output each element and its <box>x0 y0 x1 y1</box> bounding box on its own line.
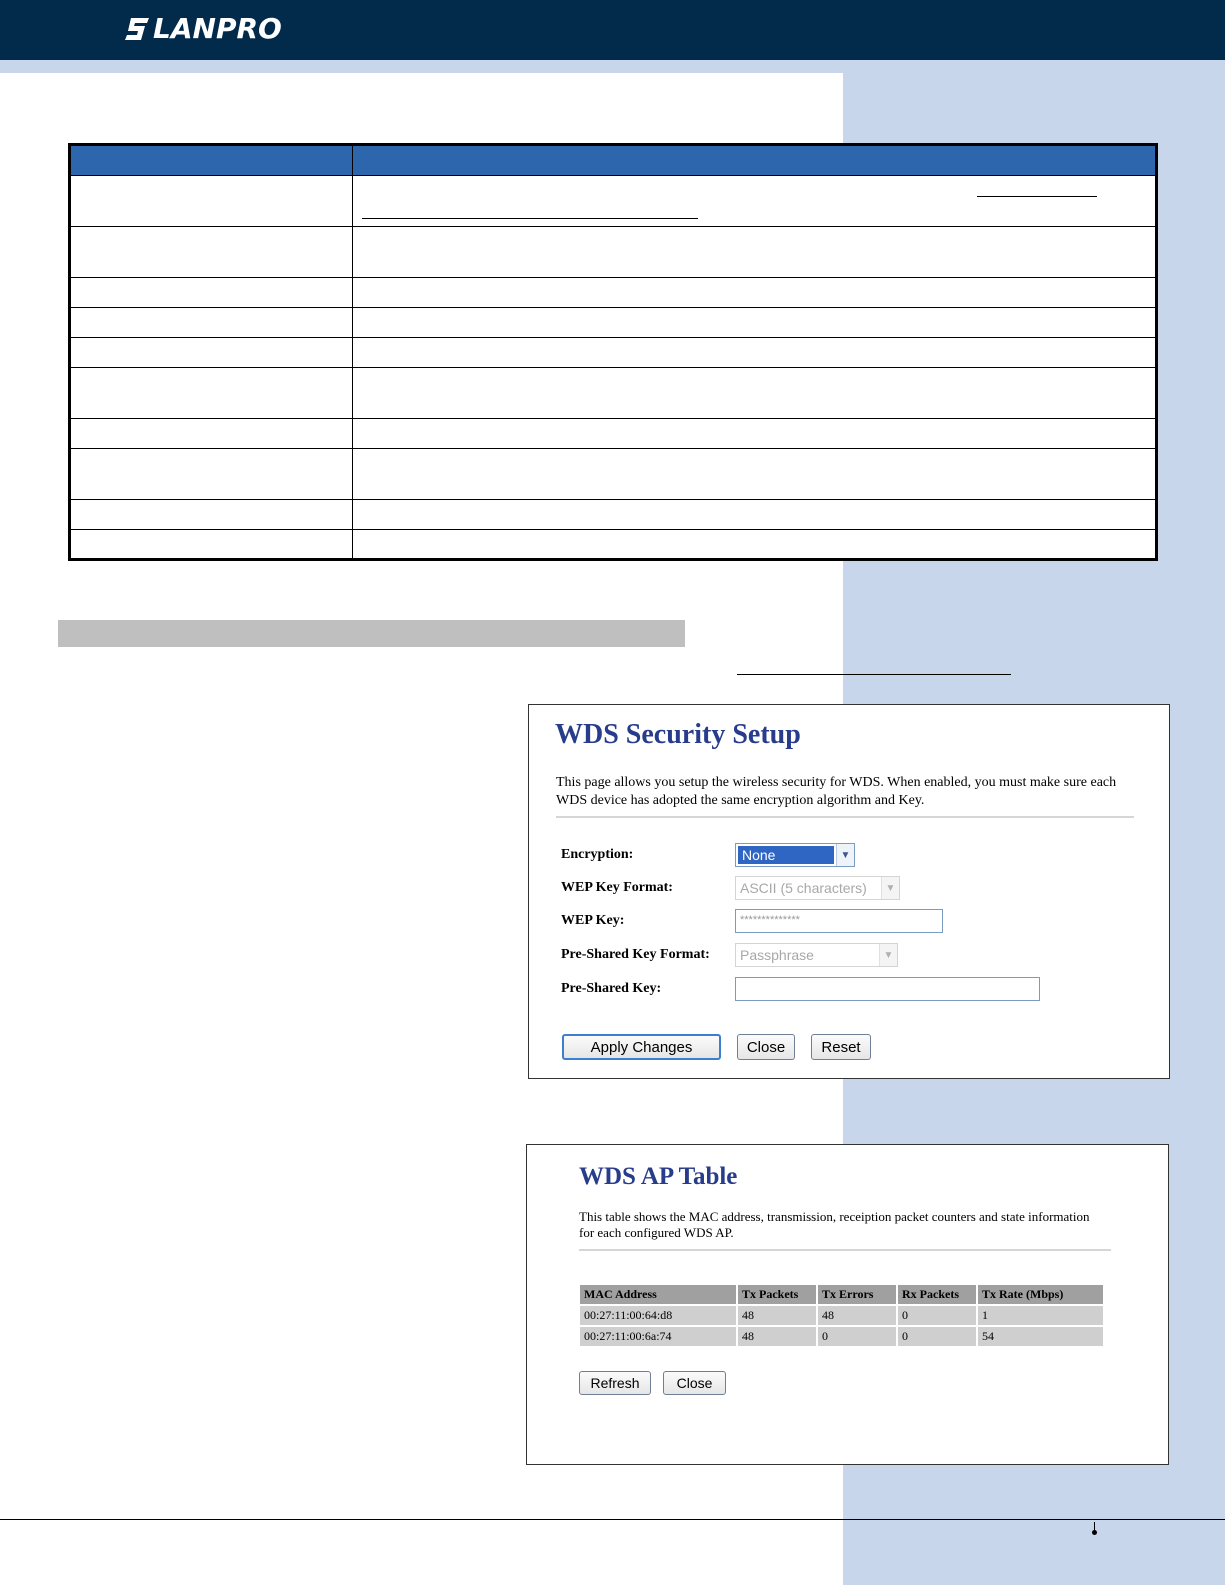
table-row <box>70 278 1157 308</box>
parameter-table <box>68 143 1158 561</box>
column-header: Tx Errors <box>818 1285 896 1304</box>
mac-address-cell: 00:27:11:00:6a:74 <box>580 1327 736 1346</box>
table-cell <box>353 278 1157 308</box>
table-cell <box>70 449 353 500</box>
link-underline <box>362 218 698 219</box>
table-header-row <box>580 1285 1103 1304</box>
tx-rate-cell: 1 <box>978 1306 1103 1325</box>
chevron-down-icon: ▼ <box>836 844 854 866</box>
mac-address-cell: 00:27:11:00:64:d8 <box>580 1306 736 1325</box>
table-row <box>70 500 1157 530</box>
tx-packets-cell: 48 <box>738 1306 816 1325</box>
tx-packets-cell: 48 <box>738 1327 816 1346</box>
wds-security-description: This page allows you setup the wireless security for WDS. When enabled, you must make sure each WDS device has adopted the same encryption algorithm and Key. <box>556 775 1117 808</box>
tx-errors-cell: 48 <box>818 1306 896 1325</box>
page-header <box>0 0 1225 60</box>
psk-format-select[interactable] <box>735 943 898 967</box>
table-row <box>70 419 1157 449</box>
table-cell <box>70 419 353 449</box>
table-cell <box>70 227 353 278</box>
reset-button[interactable]: Reset <box>811 1034 871 1060</box>
table-cell <box>70 500 353 530</box>
table-header-row <box>70 145 1157 176</box>
table-row <box>70 368 1157 419</box>
table-row <box>70 338 1157 368</box>
table-row <box>580 1327 1103 1346</box>
wep-key-format-value: ASCII (5 characters) <box>740 880 867 896</box>
chevron-down-icon: ▼ <box>879 944 897 966</box>
divider <box>579 1249 1111 1251</box>
rx-packets-cell: 0 <box>898 1327 976 1346</box>
table-cell <box>353 449 1157 500</box>
table-cell <box>70 176 353 227</box>
table-cell <box>353 227 1157 278</box>
wds-security-title: WDS Security Setup <box>555 719 801 750</box>
wep-key-input[interactable]: ************** <box>735 909 943 933</box>
table-row <box>70 530 1157 560</box>
table-cell <box>353 500 1157 530</box>
table-row <box>580 1306 1103 1325</box>
psk-input[interactable] <box>735 977 1040 1001</box>
table-cell <box>70 278 353 308</box>
column-header: Tx Packets <box>738 1285 816 1304</box>
encryption-select[interactable] <box>735 843 855 867</box>
tx-rate-cell: 54 <box>978 1327 1103 1346</box>
wep-key-format-select[interactable] <box>735 876 900 900</box>
table-cell <box>70 368 353 419</box>
wds-ap-table-description: This table shows the MAC address, transmission, receiption packet counters and state information for each configured WDS AP. <box>579 1209 1090 1240</box>
refresh-button[interactable]: Refresh <box>579 1371 651 1395</box>
link-underline <box>977 196 1097 197</box>
psk-format-label: Pre-Shared Key Format: <box>561 947 710 962</box>
table-cell <box>353 308 1157 338</box>
column-header: Tx Rate (Mbps) <box>978 1285 1103 1304</box>
table-cell <box>70 308 353 338</box>
table-cell <box>353 368 1157 419</box>
wep-key-format-label: WEP Key Format: <box>561 880 673 895</box>
psk-label: Pre-Shared Key: <box>561 981 662 996</box>
apply-changes-button[interactable]: Apply Changes <box>562 1034 721 1060</box>
section-heading-bar <box>58 620 685 647</box>
table-header-cell <box>353 145 1157 176</box>
rx-packets-cell: 0 <box>898 1306 976 1325</box>
wds-ap-table <box>578 1283 1105 1348</box>
table-cell <box>70 530 353 560</box>
brand-logo <box>125 12 282 46</box>
tx-errors-cell: 0 <box>818 1327 896 1346</box>
table-cell <box>353 338 1157 368</box>
lanpro-mark-icon <box>125 14 151 44</box>
psk-format-value: Passphrase <box>740 947 814 963</box>
column-header: Rx Packets <box>898 1285 976 1304</box>
header-accent-strip <box>0 60 1225 73</box>
encryption-label: Encryption: <box>561 847 634 862</box>
wds-security-screenshot <box>528 704 1170 1079</box>
wds-ap-table-title: WDS AP Table <box>579 1163 738 1190</box>
column-header: MAC Address <box>580 1285 736 1304</box>
footer-marker-dot <box>1092 1530 1097 1535</box>
table-row <box>70 227 1157 278</box>
divider <box>556 816 1134 818</box>
chevron-down-icon: ▼ <box>881 877 899 899</box>
table-row <box>70 308 1157 338</box>
table-cell <box>70 338 353 368</box>
table-header-cell <box>70 145 353 176</box>
close-button[interactable]: Close <box>737 1034 795 1060</box>
link-underline <box>737 674 1011 675</box>
table-cell <box>353 530 1157 560</box>
wep-key-label: WEP Key: <box>561 913 625 928</box>
close-button[interactable]: Close <box>663 1371 726 1395</box>
encryption-value: None <box>738 846 834 864</box>
footer-rule <box>0 1519 1225 1520</box>
table-row <box>70 449 1157 500</box>
wds-ap-table-screenshot <box>526 1144 1169 1465</box>
brand-name: LANPRO <box>153 12 282 45</box>
table-cell <box>353 419 1157 449</box>
